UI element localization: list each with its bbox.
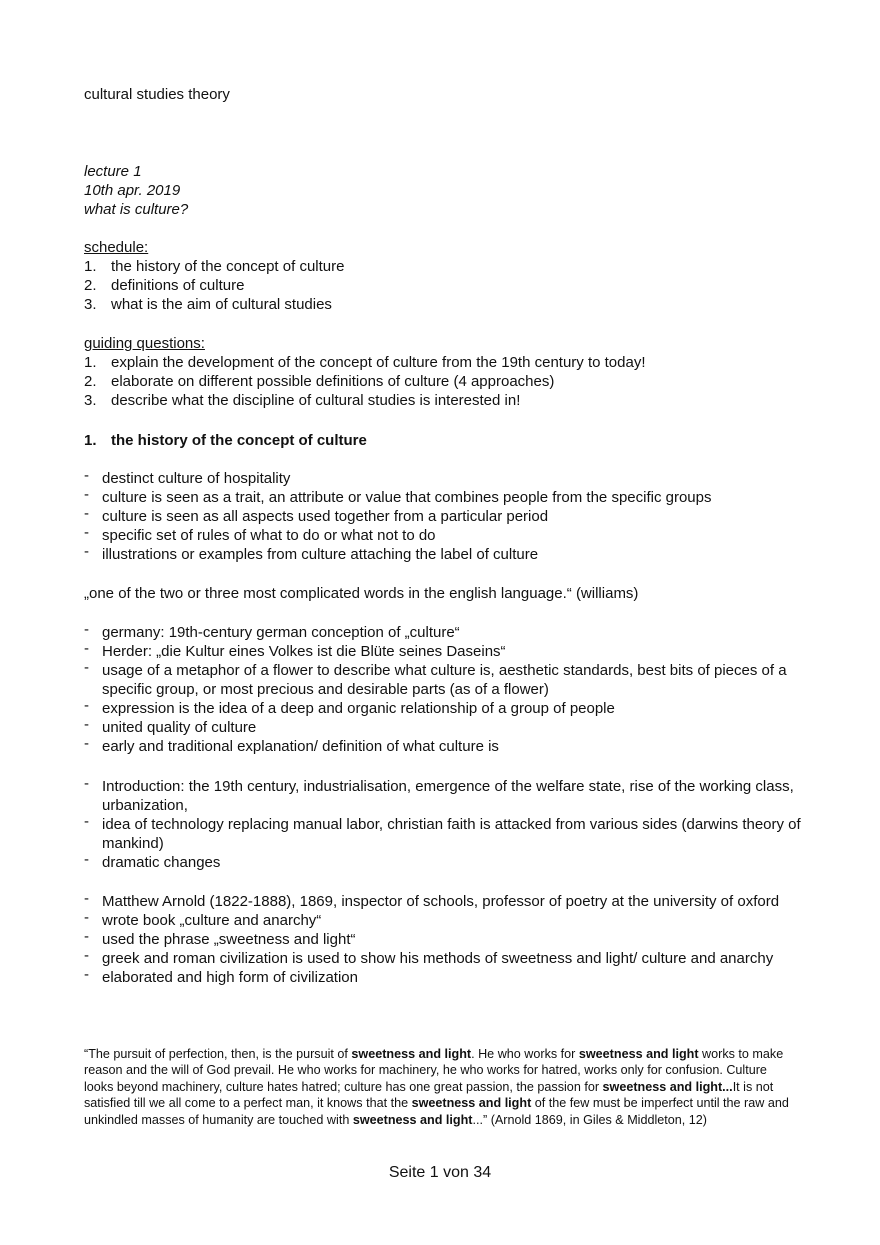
guiding-question-text: explain the development of the concept of culture from the 19th century to today! xyxy=(111,354,646,371)
bullet-text: dramatic changes xyxy=(102,854,221,871)
bullet-text: germany: 19th-century german conception of „culture“ xyxy=(102,624,460,641)
bullet-list-b xyxy=(84,623,804,756)
bullet-marker: - xyxy=(84,486,89,503)
bullet-marker: - xyxy=(84,659,89,676)
bullet-marker: - xyxy=(84,851,89,868)
schedule-item xyxy=(84,295,804,314)
bullet-marker: - xyxy=(84,735,89,752)
bullet-item xyxy=(84,853,804,872)
bullet-text: illustrations or examples from culture attaching the label of culture xyxy=(102,546,539,563)
bullet-text: used the phrase „sweetness and light“ xyxy=(102,931,356,948)
schedule-item xyxy=(84,257,804,276)
guiding-questions-heading: guiding questions: xyxy=(84,335,205,352)
bullet-item xyxy=(84,911,804,930)
citation-text: works to make reason and the will of God prevail. He who works for machinery, he who works for hatred, works only for confusion. Culture looks beyond machinery, culture hates hatred; culture has one great passion, the passion for xyxy=(84,1047,784,1094)
bullet-item xyxy=(84,623,804,642)
bullet-marker: - xyxy=(84,966,89,983)
page-number-footer: Seite 1 von 34 xyxy=(388,1164,492,1181)
citation-bold-phrase: sweetness and light xyxy=(351,1047,472,1061)
citation-text: “The pursuit of perfection, then, is the pursuit of xyxy=(84,1047,352,1061)
bullet-text: Matthew Arnold (1822-1888), 1869, inspector of schools, professor of poetry at the university of oxford xyxy=(102,893,780,910)
schedule-section xyxy=(84,238,804,314)
bullet-text: idea of technology replacing manual labor, christian faith is attacked from various sides (darwins theory of mankind) xyxy=(102,816,801,852)
bullet-text: destinct culture of hospitality xyxy=(102,470,291,487)
schedule-item-number: 1. xyxy=(84,258,97,275)
bullet-item xyxy=(84,642,804,661)
bullet-text: Herder: „die Kultur eines Volkes ist die Blüte seines Daseins“ xyxy=(102,643,506,660)
bullet-marker: - xyxy=(84,467,89,484)
bullet-marker: - xyxy=(84,640,89,657)
section-heading xyxy=(84,431,367,450)
schedule-item xyxy=(84,276,804,295)
bullet-text: usage of a metaphor of a flower to describe what culture is, aesthetic standards, best bits of pieces of a specific group, or most precious and desirable parts (as of a flower) xyxy=(102,662,787,698)
guiding-questions-section xyxy=(84,334,804,410)
bullet-item xyxy=(84,718,804,737)
citation-text: ...” (Arnold 1869, in Giles & Middleton, 12) xyxy=(472,1112,707,1127)
bullet-marker: - xyxy=(84,813,89,830)
guiding-question xyxy=(84,353,804,372)
bullet-item xyxy=(84,526,804,545)
bullet-text: early and traditional explanation/ definition of what culture is xyxy=(102,738,499,755)
bullet-item xyxy=(84,892,804,911)
document-title: cultural studies theory xyxy=(84,86,230,103)
bullet-text: specific set of rules of what to do or what not to do xyxy=(102,527,436,544)
arnold-citation xyxy=(84,1046,796,1128)
bullet-text: elaborated and high form of civilization xyxy=(102,969,358,986)
schedule-item-text: definitions of culture xyxy=(111,277,245,294)
bullet-marker: - xyxy=(84,543,89,560)
bullet-list-d xyxy=(84,892,804,987)
schedule-item-number: 3. xyxy=(84,296,97,313)
citation-bold-phrase: sweetness and light xyxy=(578,1047,699,1061)
bullet-item xyxy=(84,661,804,699)
bullet-item xyxy=(84,968,804,987)
bullet-marker: - xyxy=(84,716,89,733)
citation-text: of the few must be imperfect until the raw and unkindled masses of humanity are touched with xyxy=(84,1096,789,1127)
bullet-text: Introduction: the 19th century, industrialisation, emergence of the welfare state, rise of the working class, urbanization, xyxy=(102,778,794,814)
schedule-heading: schedule: xyxy=(84,239,149,256)
section-number: 1. xyxy=(84,432,97,449)
schedule-item-text: what is the aim of cultural studies xyxy=(111,296,332,313)
schedule-item-text: the history of the concept of culture xyxy=(111,258,345,275)
bullet-list-c xyxy=(84,777,804,872)
bullet-item xyxy=(84,930,804,949)
bullet-item xyxy=(84,815,804,853)
bullet-text: expression is the idea of a deep and organic relationship of a group of people xyxy=(102,700,615,717)
guiding-question xyxy=(84,391,804,410)
section-title: the history of the concept of culture xyxy=(111,432,367,449)
bullet-marker: - xyxy=(84,928,89,945)
bullet-marker: - xyxy=(84,697,89,714)
bullet-item xyxy=(84,699,804,718)
bullet-marker: - xyxy=(84,909,89,926)
guiding-question-text: elaborate on different possible definitions of culture (4 approaches) xyxy=(111,373,555,390)
bullet-text: culture is seen as a trait, an attribute or value that combines people from the specific groups xyxy=(102,489,712,506)
bullet-item xyxy=(84,949,804,968)
bullet-marker: - xyxy=(84,505,89,522)
lecture-date: 10th apr. 2019 xyxy=(84,182,181,199)
guiding-question-number: 3. xyxy=(84,392,97,409)
bullet-item xyxy=(84,777,804,815)
schedule-item-number: 2. xyxy=(84,277,97,294)
bullet-item xyxy=(84,545,804,564)
bullet-marker: - xyxy=(84,890,89,907)
guiding-question-number: 2. xyxy=(84,373,97,390)
lecture-number: lecture 1 xyxy=(84,163,142,180)
bullet-text: united quality of culture xyxy=(102,719,257,736)
guiding-question-text: describe what the discipline of cultural studies is interested in! xyxy=(111,392,521,409)
lecture-meta xyxy=(84,162,188,219)
bullet-marker: - xyxy=(84,621,89,638)
citation-bold-phrase: sweetness and light... xyxy=(602,1079,733,1094)
bullet-item xyxy=(84,469,804,488)
bullet-text: culture is seen as all aspects used together from a particular period xyxy=(102,508,549,525)
citation-text: It is not satisfied till we all come to a perfect man, it knows that the xyxy=(84,1079,774,1111)
bullet-item xyxy=(84,737,804,756)
bullet-list-a xyxy=(84,469,804,564)
bullet-marker: - xyxy=(84,524,89,541)
guiding-question-number: 1. xyxy=(84,354,97,371)
bullet-item xyxy=(84,488,804,507)
citation-bold-phrase: sweetness and light xyxy=(352,1112,473,1127)
bullet-text: wrote book „culture and anarchy“ xyxy=(102,912,322,929)
citation-bold-phrase: sweetness and light xyxy=(411,1096,532,1111)
guiding-question xyxy=(84,372,804,391)
williams-quote: „one of the two or three most complicated words in the english language.“ (williams) xyxy=(84,585,639,602)
citation-text: . He who works for xyxy=(471,1047,579,1061)
bullet-item xyxy=(84,507,804,526)
bullet-marker: - xyxy=(84,947,89,964)
lecture-topic: what is culture? xyxy=(84,201,189,218)
bullet-text: greek and roman civilization is used to show his methods of sweetness and light/ culture and anarchy xyxy=(102,950,774,967)
bullet-marker: - xyxy=(84,775,89,792)
